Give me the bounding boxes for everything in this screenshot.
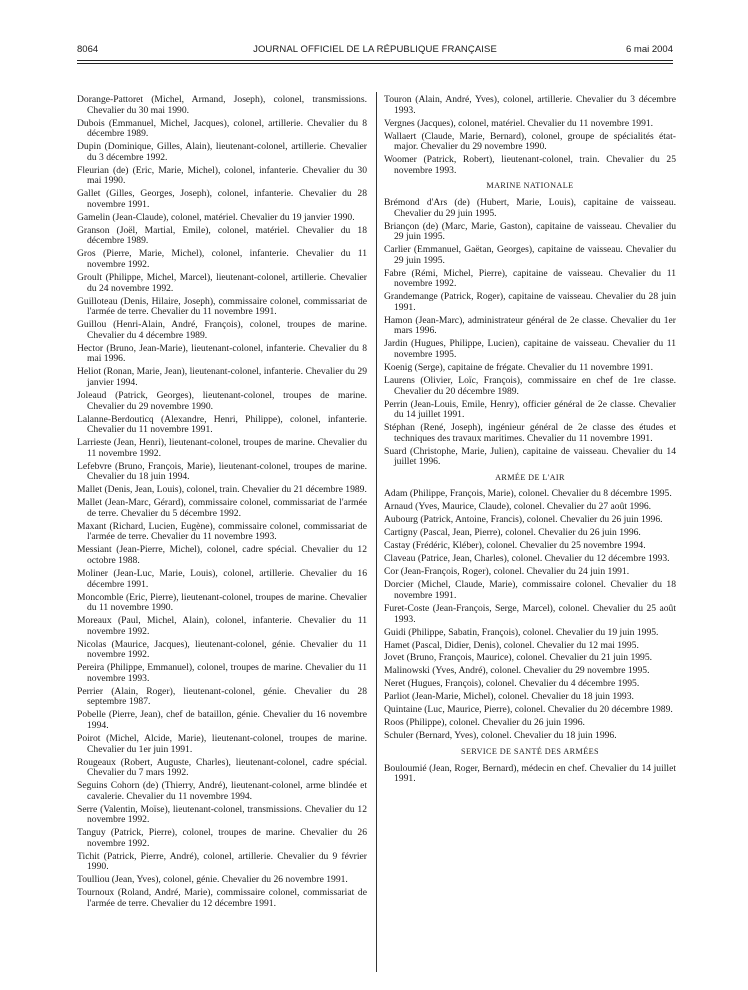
left-column bbox=[77, 95, 367, 912]
list-item: Moliner (Jean-Luc, Marie, Louis), colonel, artillerie. Chevalier du 16 décembre 1991. bbox=[77, 567, 367, 590]
list-item: Gros (Pierre, Marie, Michel), colonel, infanterie. Chevalier du 11 novembre 1992. bbox=[77, 248, 367, 271]
list-item: Groult (Philippe, Michel, Marcel), lieutenant-colonel, artillerie. Chevalier du 24 novembre 1992. bbox=[77, 272, 367, 294]
list-item: Messiant (Jean-Pierre, Michel), colonel, cadre spécial. Chevalier du 12 octobre 1988. bbox=[77, 544, 367, 566]
marine-entries bbox=[384, 198, 676, 468]
list-item: Hamon (Jean-Marc), administrateur général de 2e classe. Chevalier du 1er mars 1996. bbox=[384, 314, 676, 337]
army-entries-continued bbox=[384, 95, 676, 176]
list-item: Cartigny (Pascal, Jean, Pierre), colonel. Chevalier du 26 juin 1996. bbox=[384, 527, 641, 539]
list-item: Guillou (Henri-Alain, André, François), colonel, troupes de marine. Chevalier du 4 décembre 1989. bbox=[77, 319, 367, 341]
list-item: Toulliou (Jean, Yves), colonel, génie. Chevalier du 26 novembre 1991. bbox=[77, 874, 348, 886]
list-item: Hector (Bruno, Jean-Marie), lieutenant-colonel, infanterie. Chevalier du 8 mai 1996. bbox=[77, 342, 367, 365]
list-item: Poirot (Michel, Alcide, Marie), lieutenant-colonel, troupes de marine. Chevalier du 1er juin 1991. bbox=[77, 733, 367, 755]
journal-title: JOURNAL OFFICIEL DE LA RÉPUBLIQUE FRANÇAISE bbox=[253, 44, 497, 55]
list-item: Koenig (Serge), capitaine de frégate. Chevalier du 11 novembre 1991. bbox=[384, 361, 654, 373]
issue-date: 6 mai 2004 bbox=[625, 44, 673, 55]
list-item: Fleurian (de) (Eric, Marie, Michel), colonel, infanterie. Chevalier du 30 mai 1990. bbox=[77, 164, 367, 187]
header-rule-2 bbox=[77, 63, 673, 64]
list-item: Roos (Philippe), colonel. Chevalier du 26 juin 1996. bbox=[384, 717, 585, 729]
list-item: Jovet (Bruno, François, Maurice), colonel. Chevalier du 21 juin 1995. bbox=[384, 652, 653, 664]
list-item: Hamet (Pascal, Didier, Denis), colonel. Chevalier du 12 mai 1995. bbox=[384, 639, 639, 651]
list-item: Gallet (Gilles, Georges, Joseph), colonel, infanterie. Chevalier du 28 novembre 1991. bbox=[77, 188, 367, 210]
list-item: Moreaux (Paul, Michel, Alain), colonel, infanterie. Chevalier du 11 novembre 1992. bbox=[77, 615, 367, 637]
list-item: Schuler (Bernard, Yves), colonel. Chevalier du 18 juin 1996. bbox=[384, 730, 617, 742]
section-heading-sante: SERVICE DE SANTÉ DES ARMÉES bbox=[461, 746, 599, 756]
list-item: Claveau (Patrice, Jean, Charles), colonel. Chevalier du 12 décembre 1993. bbox=[384, 553, 670, 565]
list-item: Joleaud (Patrick, Georges), lieutenant-colonel, troupes de marine. Chevalier du 29 novembre 1990. bbox=[77, 389, 367, 412]
list-item: Mallet (Jean-Marc, Gérard), commissaire colonel, commissariat de l'armée de terre. Chevalier du 5 décembre 1992. bbox=[77, 497, 367, 519]
air-entries bbox=[384, 489, 676, 742]
list-item: Jardin (Hugues, Philippe, Lucien), capitaine de vaisseau. Chevalier du 11 novembre 1995. bbox=[384, 338, 676, 360]
list-item: Dorcier (Michel, Claude, Marie), commissaire colonel. Chevalier du 18 novembre 1991. bbox=[384, 579, 676, 601]
list-item: Brémond d'Ars (de) (Hubert, Marie, Louis), capitaine de vaisseau. Chevalier du 29 juin 1995. bbox=[384, 196, 676, 219]
list-item: Tichit (Patrick, Pierre, André), colonel, artillerie. Chevalier du 9 février 1990. bbox=[77, 850, 367, 873]
list-item: Pobelle (Pierre, Jean), chef de bataillon, génie. Chevalier du 16 novembre 1994. bbox=[77, 709, 367, 732]
list-item: Perrier (Alain, Roger), lieutenant-colonel, génie. Chevalier du 28 septembre 1987. bbox=[77, 685, 367, 708]
page-number: 8064 bbox=[77, 44, 99, 55]
list-item: Briançon (de) (Marc, Marie, Gaston), capitaine de vaisseau. Chevalier du 29 juin 1995. bbox=[384, 220, 676, 243]
list-item: Gamelin (Jean-Claude), colonel, matériel. Chevalier du 19 janvier 1990. bbox=[77, 211, 355, 223]
list-item: Parliot (Jean-Marie, Michel), colonel. Chevalier du 18 juin 1993. bbox=[384, 691, 634, 703]
list-item: Rougeaux (Robert, Auguste, Charles), lieutenant-colonel, cadre spécial. Chevalier du 7 mars 1992. bbox=[77, 756, 367, 779]
list-item: Grandemange (Patrick, Roger), capitaine de vaisseau. Chevalier du 28 juin 1991. bbox=[384, 291, 676, 313]
sante-entries bbox=[384, 764, 676, 785]
list-item: Heliot (Ronan, Marie, Jean), lieutenant-colonel, infanterie. Chevalier du 29 janvier 1994. bbox=[77, 366, 367, 388]
list-item: Touron (Alain, André, Yves), colonel, artillerie. Chevalier du 3 décembre 1993. bbox=[384, 94, 676, 116]
list-item: Serre (Valentin, Moïse), lieutenant-colonel, transmissions. Chevalier du 12 novembre 1992. bbox=[77, 803, 367, 826]
list-item: Stéphan (René, Joseph), ingénieur général de 2e classe des études et techniques des travaux maritimes. Chevalier du 11 novembre 1991. bbox=[384, 422, 676, 444]
list-item: Wallaert (Claude, Marie, Bernard), colonel, groupe de spécialités état-major. Chevalier du 29 novembre 1990. bbox=[384, 130, 676, 153]
list-item: Perrin (Jean-Louis, Emile, Henry), officier général de 2e classe. Chevalier du 14 juillet 1991. bbox=[384, 398, 676, 421]
column-divider bbox=[376, 92, 377, 972]
list-item: Cor (Jean-François, Roger), colonel. Chevalier du 24 juin 1991. bbox=[384, 566, 630, 578]
list-item: Mallet (Denis, Jean, Louis), colonel, train. Chevalier du 21 décembre 1989. bbox=[77, 484, 367, 496]
list-item: Dupin (Dominique, Gilles, Alain), lieutenant-colonel, artillerie. Chevalier du 3 décembre 1992. bbox=[77, 141, 367, 163]
list-item: Lalanne-Berdouticq (Alexandre, Henri, Philippe), colonel, infanterie. Chevalier du 11 novembre 1991. bbox=[77, 413, 367, 436]
page-header bbox=[77, 44, 673, 60]
list-item: Guidi (Philippe, Sabatin, François), colonel. Chevalier du 19 juin 1995. bbox=[384, 626, 659, 638]
list-item: Neret (Hugues, François), colonel. Chevalier du 4 décembre 1995. bbox=[384, 678, 640, 690]
list-item: Larrieste (Jean, Henri), lieutenant-colonel, troupes de marine. Chevalier du 11 novembre 1992. bbox=[77, 437, 367, 459]
section-heading-air: ARMÉE DE L'AIR bbox=[495, 472, 565, 482]
list-item: Tournoux (Roland, André, Marie), commissaire colonel, commissariat de l'armée de terre. Chevalier du 12 décembre 1991. bbox=[77, 887, 367, 910]
list-item: Dubois (Emmanuel, Michel, Jacques), colonel, artillerie. Chevalier du 8 décembre 1989. bbox=[77, 117, 367, 140]
list-item: Malinowski (Yves, André), colonel. Chevalier du 29 novembre 1995. bbox=[384, 665, 650, 677]
list-item: Fabre (Rémi, Michel, Pierre), capitaine de vaisseau. Chevalier du 11 novembre 1992. bbox=[384, 267, 676, 290]
list-item: Aubourg (Patrick, Antoine, Francis), colonel. Chevalier du 26 juin 1996. bbox=[384, 514, 663, 526]
list-item: Pereira (Philippe, Emmanuel), colonel, troupes de marine. Chevalier du 11 novembre 1993. bbox=[77, 662, 367, 684]
list-item: Suard (Christophe, Marie, Julien), capitaine de vaisseau. Chevalier du 14 juillet 1996. bbox=[384, 445, 676, 468]
list-item: Woomer (Patrick, Robert), lieutenant-colonel, train. Chevalier du 25 novembre 1993. bbox=[384, 154, 676, 176]
list-item: Carlier (Emmanuel, Gaëtan, Georges), capitaine de vaisseau. Chevalier du 29 juin 1995. bbox=[384, 244, 676, 266]
list-item: Quintaine (Luc, Maurice, Pierre), colonel. Chevalier du 20 décembre 1989. bbox=[384, 704, 673, 716]
list-item: Nicolas (Maurice, Jacques), lieutenant-colonel, génie. Chevalier du 11 novembre 1992. bbox=[77, 638, 367, 661]
list-item: Laurens (Olivier, Loïc, François), commissaire en chef de 1re classe. Chevalier du 20 décembre 1989. bbox=[384, 374, 676, 397]
list-item: Moncomble (Eric, Pierre), lieutenant-colonel, troupes de marine. Chevalier du 11 novembre 1990. bbox=[77, 591, 367, 614]
list-item: Granson (Joël, Martial, Emile), colonel, matériel. Chevalier du 18 décembre 1989. bbox=[77, 224, 367, 247]
header-rule bbox=[77, 60, 673, 61]
list-item: Tanguy (Patrick, Pierre), colonel, troupes de marine. Chevalier du 26 novembre 1992. bbox=[77, 827, 367, 849]
section-heading-marine: MARINE NATIONALE bbox=[486, 181, 574, 191]
list-item: Lefebvre (Bruno, François, Marie), lieutenant-colonel, troupes de marine. Chevalier du 18 juin 1994. bbox=[77, 460, 367, 483]
list-item: Guilloteau (Denis, Hilaire, Joseph), commissaire colonel, commissariat de l'armée de terre. Chevalier du 11 novembre 1991. bbox=[77, 295, 367, 318]
list-item: Castay (Frédéric, Kléber), colonel. Chevalier du 25 novembre 1994. bbox=[384, 540, 646, 552]
list-item: Vergnes (Jacques), colonel, matériel. Chevalier du 11 novembre 1991. bbox=[384, 117, 654, 129]
list-item: Adam (Philippe, François, Marie), colonel. Chevalier du 8 décembre 1995. bbox=[384, 488, 672, 500]
list-item: Bouloumié (Jean, Roger, Bernard), médecin en chef. Chevalier du 14 juillet 1991. bbox=[384, 762, 676, 785]
right-column bbox=[384, 95, 676, 787]
list-item: Dorange-Pattoret (Michel, Armand, Joseph), colonel, transmissions. Chevalier du 30 mai 1990. bbox=[77, 94, 367, 116]
list-item: Arnaud (Yves, Maurice, Claude), colonel. Chevalier du 27 août 1996. bbox=[384, 501, 652, 513]
list-item: Furet-Coste (Jean-François, Serge, Marcel), colonel. Chevalier du 25 août 1993. bbox=[384, 602, 676, 625]
list-item: Maxant (Richard, Lucien, Eugène), commissaire colonel, commissariat de l'armée de terre. Chevalier du 11 novembre 1993. bbox=[77, 520, 367, 543]
list-item: Seguins Cohorn (de) (Thierry, André), lieutenant-colonel, arme blindée et cavalerie. Chevalier du 11 novembre 1994. bbox=[77, 780, 367, 802]
